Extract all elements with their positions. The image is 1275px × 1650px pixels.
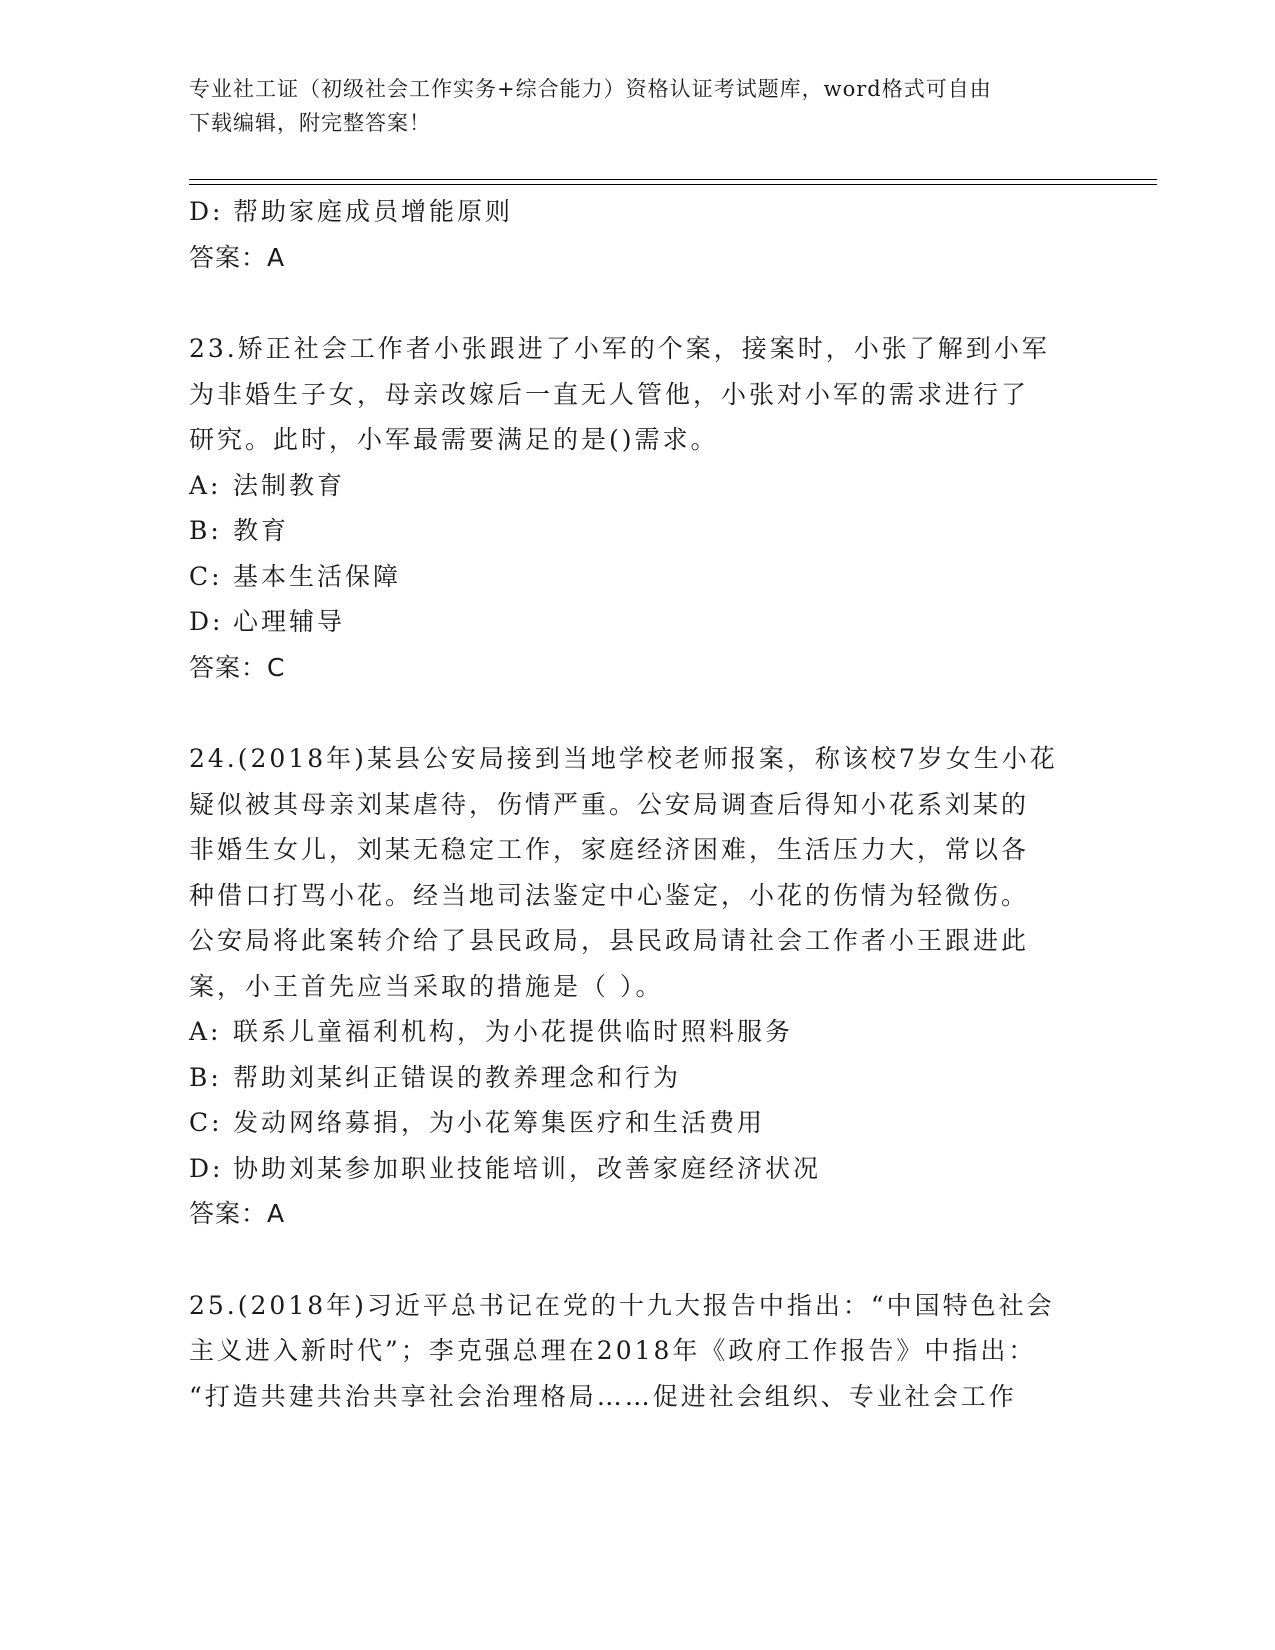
header-divider-bottom xyxy=(189,184,1157,185)
option-key: D: xyxy=(189,197,224,226)
option-key: D: xyxy=(189,1153,224,1183)
option-key: C: xyxy=(189,1108,223,1137)
option-key: B: xyxy=(189,1062,222,1092)
option-key: D: xyxy=(189,607,224,636)
question-stem-line: “打造共建共治共享社会治理格局……促进社会组织、专业社会工作 xyxy=(189,1381,1017,1411)
header-line-2: 下载编辑，附完整答案！ xyxy=(189,111,431,135)
question-stem-line: 25.(2018年)习近平总书记在党的十九大报告中指出：“中国特色社会 xyxy=(189,1290,1055,1320)
option-d xyxy=(189,1146,1089,1192)
option-key: B: xyxy=(189,516,222,545)
question-23 xyxy=(189,326,1089,690)
question-stem-line: 非婚生女儿，刘某无稳定工作，家庭经济困难，生活压力大，常以各 xyxy=(189,835,1030,864)
option-key: A: xyxy=(189,1017,222,1046)
question-24 xyxy=(189,736,1089,1237)
question-stem-line: 疑似被其母亲刘某虐待，伤情严重。公安局调查后得知小花系刘某的 xyxy=(189,789,1030,819)
question-stem-line: 主义进入新时代”；李克强总理在2018年《政府工作报告》中指出： xyxy=(189,1336,1037,1365)
question-stem-line: 23.矫正社会工作者小张跟进了小军的个案，接案时，小张了解到小军 xyxy=(189,334,1050,363)
option-b xyxy=(189,1055,1089,1101)
option-text: 联系儿童福利机构，为小花提供临时照料服务 xyxy=(233,1017,794,1046)
answer-line: 答案：C xyxy=(189,652,286,682)
option-a xyxy=(189,1009,1089,1055)
question-stem-line: 为非婚生子女，母亲改嫁后一直无人管他，小张对小军的需求进行了 xyxy=(189,379,1030,409)
question-stem-line: 24.(2018年)某县公安局接到当地学校老师报案，称该校7岁女生小花 xyxy=(189,744,1058,773)
question-22-fragment xyxy=(189,189,1089,280)
question-25 xyxy=(189,1283,1089,1420)
option-c xyxy=(189,1100,1089,1146)
option-a xyxy=(189,463,1089,509)
answer-line: 答案：A xyxy=(189,242,286,272)
option-d xyxy=(189,599,1089,645)
question-stem-line: 种借口打骂小花。经当地司法鉴定中心鉴定，小花的伤情为轻微伤。 xyxy=(189,880,1030,910)
option-key: C: xyxy=(189,561,223,591)
header-line-1: 专业社工证（初级社会工作实务+综合能力）资格认证考试题库，word格式可自由 xyxy=(189,77,992,101)
option-text: 教育 xyxy=(233,516,290,545)
answer-line: 答案：A xyxy=(189,1199,286,1228)
option-text: 法制教育 xyxy=(233,470,346,500)
document-body xyxy=(189,189,1089,1419)
header-divider-top xyxy=(189,179,1157,180)
option-d xyxy=(189,189,1089,235)
option-text: 发动网络募捐，为小花筹集医疗和生活费用 xyxy=(233,1108,766,1137)
option-text: 协助刘某参加职业技能培训，改善家庭经济状况 xyxy=(233,1153,822,1183)
option-text: 心理辅导 xyxy=(233,607,346,636)
option-b xyxy=(189,508,1089,554)
document-header xyxy=(189,72,1089,140)
option-text: 帮助刘某纠正错误的教养理念和行为 xyxy=(233,1062,682,1092)
option-text: 基本生活保障 xyxy=(233,561,402,591)
option-key: A: xyxy=(189,470,222,500)
question-stem-line: 研究。此时，小军最需要满足的是()需求。 xyxy=(189,425,719,454)
option-text: 帮助家庭成员增能原则 xyxy=(233,197,514,226)
question-stem-line: 案，小王首先应当采取的措施是（ ）。 xyxy=(189,971,664,1001)
question-stem-line: 公安局将此案转介给了县民政局，县民政局请社会工作者小王跟进此 xyxy=(189,926,1030,955)
option-c xyxy=(189,554,1089,600)
